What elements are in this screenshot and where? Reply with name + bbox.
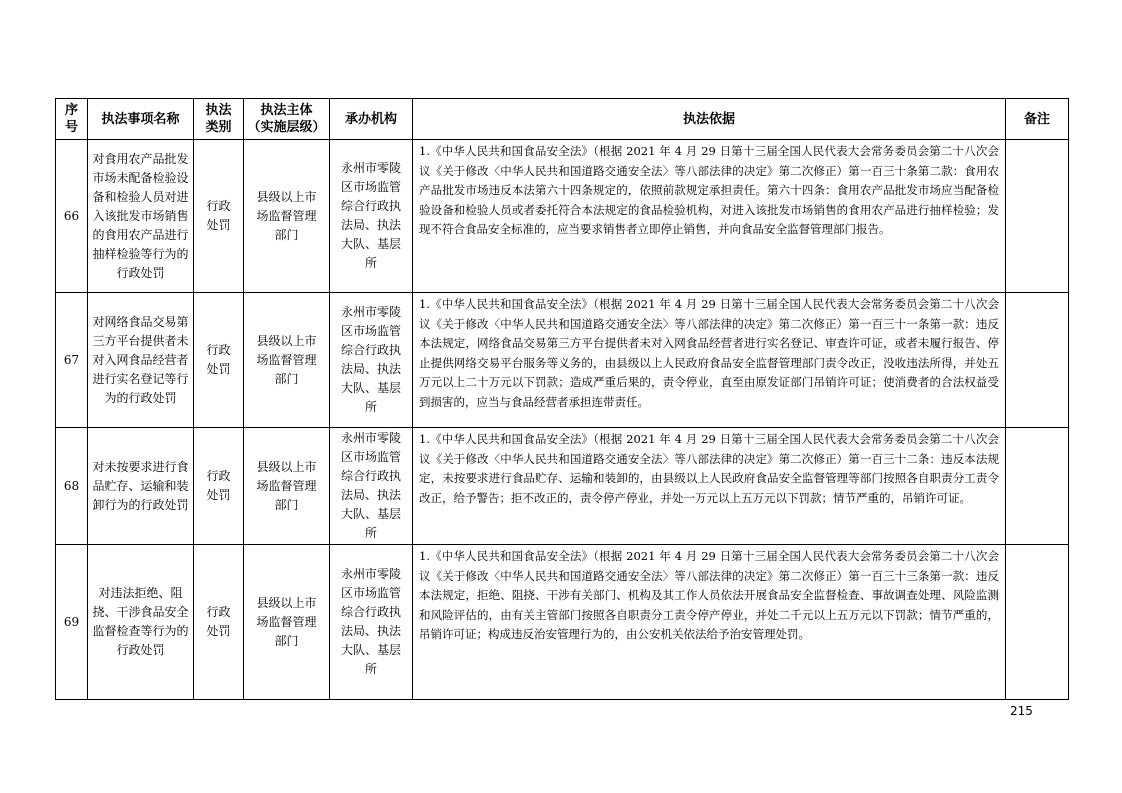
row-index: 69 [56,545,88,700]
row-index: 67 [56,293,88,428]
row-remark [1006,545,1069,700]
row-category: 行政 处罚 [194,428,244,545]
row-subject: 县级以上市 场监督管理 部门 [244,428,330,545]
header-row [56,99,1069,140]
row-category: 行政 处罚 [194,140,244,293]
row-category: 行政 处罚 [194,293,244,428]
header-index: 序 号 [56,99,88,140]
header-basis: 执法依据 [413,99,1006,140]
row-basis: 1.《中华人民共和国食品安全法》（根据 2021 年 4 月 29 日第十三届全国人民代表大会常务委员会第二十八次会议《关于修改〈中华人民共和国道路交通安全法〉等八部法律的决定》第二次修正）第一百三十一条第一款：违反本法规定，网络食品交易第三方平台提供者未对入网食品经营者进行实名登记、审查许可证，或者未履行报告、停止提供网络交易平台服务等义务的，由县级以上人民政府食品安全监督管理部门责令改正，没收违法所得，并处五万元以上二十万元以下罚款；造成严重后果的，责令停业，直至由原发证部门吊销许可证；使消费者的合法权益受到损害的，应当与食品经营者承担连带责任。 [413,293,1006,428]
row-agency: 永州市零陵 区市场监管 综合行政执 法局、执法 大队、基层 所 [330,140,413,293]
row-remark [1006,428,1069,545]
row-subject: 县级以上市 场监督管理 部门 [244,140,330,293]
table-row [56,545,1069,700]
table-row [56,140,1069,293]
row-index: 68 [56,428,88,545]
row-remark [1006,293,1069,428]
page-number: 215 [1010,704,1033,718]
row-basis: 1.《中华人民共和国食品安全法》（根据 2021 年 4 月 29 日第十三届全国人民代表大会常务委员会第二十八次会议《关于修改〈中华人民共和国道路交通安全法〉等八部法律的决定》第二次修正）第一百三十三条第一款：违反本法规定，拒绝、阻挠、干涉有关部门、机构及其工作人员依法开展食品安全监督检查、事故调查处理、风险监测和风险评估的，由有关主管部门按照各自职责分工责令停产停业，并处二千元以上五万元以下罚款；情节严重的，吊销许可证；构成违反治安管理行为的，由公安机关依法给予治安管理处罚。 [413,545,1006,700]
row-basis: 1.《中华人民共和国食品安全法》（根据 2021 年 4 月 29 日第十三届全国人民代表大会常务委员会第二十八次会议《关于修改〈中华人民共和国道路交通安全法〉等八部法律的决定》第二次修正）第一百三十条第二款：食用农产品批发市场违反本法第六十四条规定的，依照前款规定承担责任。第六十四条：食用农产品批发市场应当配备检验设备和检验人员或者委托符合本法规定的食品检验机构，对进入该批发市场销售的食用农产品进行抽样检验；发现不符合食品安全标准的，应当要求销售者立即停止销售，并向食品安全监督管理部门报告。 [413,140,1006,293]
table-row [56,428,1069,545]
header-category: 执法 类别 [194,99,244,140]
row-subject: 县级以上市 场监督管理 部门 [244,293,330,428]
row-name: 对网络食品交易第三方平台提供者未对入网食品经营者进行实名登记等行为的行政处罚 [88,293,194,428]
row-subject: 县级以上市 场监督管理 部门 [244,545,330,700]
row-name: 对食用农产品批发市场未配备检验设备和检验人员对进入该批发市场销售的食用农产品进行抽样检验等行为的行政处罚 [88,140,194,293]
table-row [56,293,1069,428]
row-agency: 永州市零陵 区市场监管 综合行政执 法局、执法 大队、基层 所 [330,545,413,700]
enforcement-table [55,98,1069,700]
row-basis: 1.《中华人民共和国食品安全法》（根据 2021 年 4 月 29 日第十三届全国人民代表大会常务委员会第二十八次会议《关于修改〈中华人民共和国道路交通安全法〉等八部法律的决定》第二次修正）第一百三十二条：违反本法规定，未按要求进行食品贮存、运输和装卸的，由县级以上人民政府食品安全监督管理等部门按照各自职责分工责令改正，给予警告；拒不改正的，责令停产停业，并处一万元以上五万元以下罚款；情节严重的，吊销许可证。 [413,428,1006,545]
header-agency: 承办机构 [330,99,413,140]
row-agency: 永州市零陵 区市场监管 综合行政执 法局、执法 大队、基层 所 [330,293,413,428]
row-remark [1006,140,1069,293]
row-agency: 永州市零陵 区市场监管 综合行政执 法局、执法 大队、基层 所 [330,428,413,545]
row-name: 对违法拒绝、阻挠、干涉食品安全监督检查等行为的行政处罚 [88,545,194,700]
header-name: 执法事项名称 [88,99,194,140]
row-name: 对未按要求进行食品贮存、运输和装卸行为的行政处罚 [88,428,194,545]
row-category: 行政 处罚 [194,545,244,700]
header-subject: 执法主体 （实施层级） [244,99,330,140]
row-index: 66 [56,140,88,293]
header-remark: 备注 [1006,99,1069,140]
